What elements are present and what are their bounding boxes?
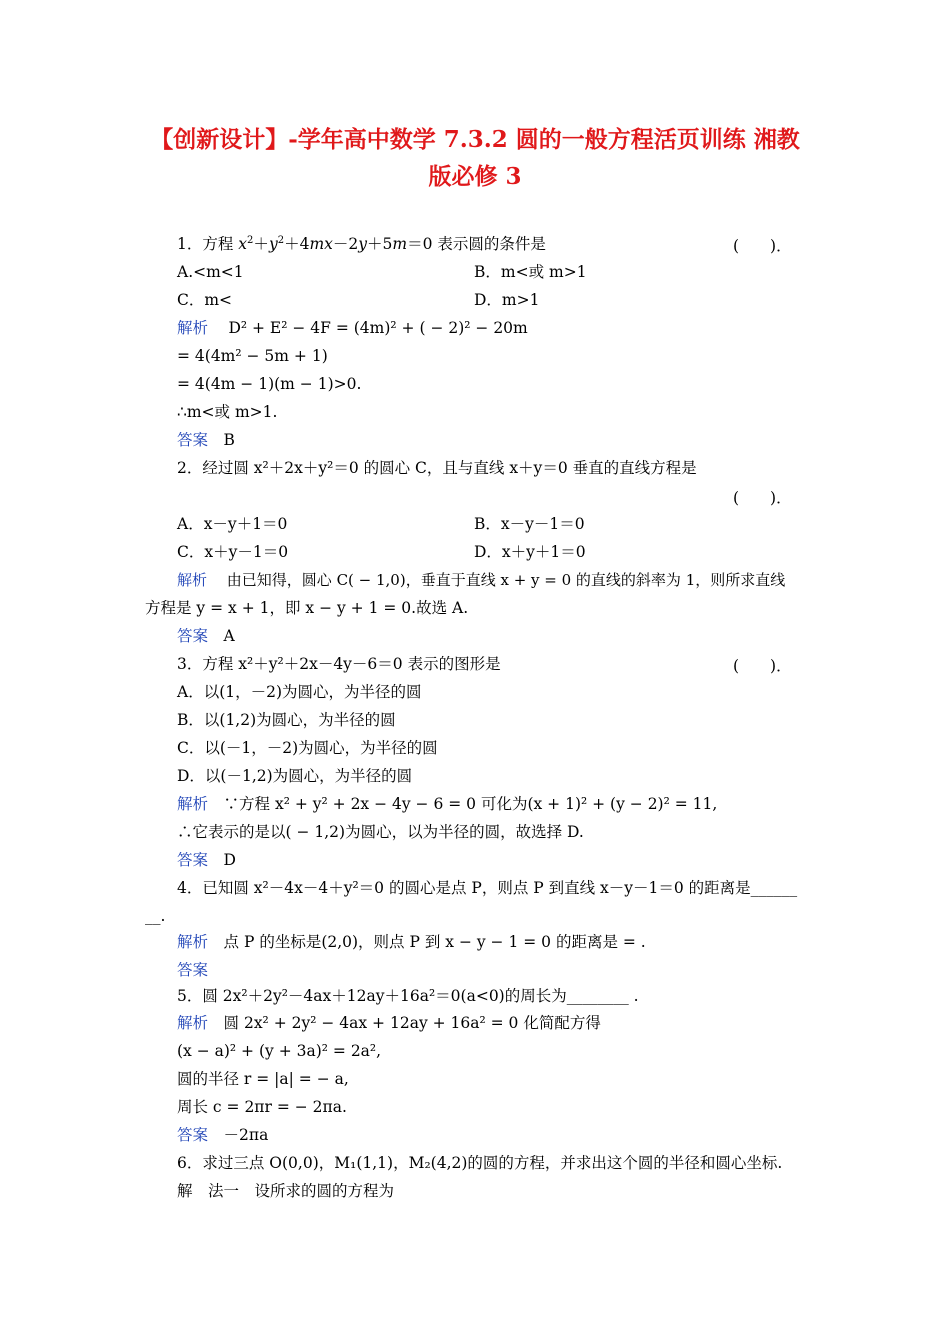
answer-label: 答案 (177, 1126, 209, 1144)
solution-label: 解析 (177, 933, 209, 951)
q1-solution-line-3: = 4(4m − 1)(m − 1)>0. (177, 375, 362, 393)
q4-stem: 4．已知圆 x²－4x－4＋y²＝0 的圆心是点 P，则点 P 到直线 x－y－1＝0 的距离是______ (177, 879, 798, 897)
q2-option-d: D．x＋y＋1＝0 (474, 543, 586, 561)
q3-option-d: D．以(－1,2)为圆心，为半径的圆 (177, 767, 413, 785)
q2-option-a: A．x－y＋1＝0 (177, 515, 288, 533)
q3-option-c: C．以(－1，－2)为圆心，为半径的圆 (177, 739, 438, 757)
q5-answer: 答案 －2πa (177, 1126, 269, 1144)
q2-option-b: B．x－y－1＝0 (474, 515, 585, 533)
q4-stem-continued: __. (145, 907, 166, 925)
q3-option-a: A．以(1，－2)为圆心，为半径的圆 (177, 683, 422, 701)
q1-solution-line-1: 解析 D² + E² − 4F = (4m)² + ( − 2)² − 20m (177, 319, 528, 337)
solution-label: 解析 (177, 319, 209, 337)
solution-label: 解析 (177, 795, 209, 813)
q1-solution-line-2: = 4(4m² − 5m + 1) (177, 347, 328, 365)
q3-solution-line-1: 解析 ∵方程 x² + y² + 2x − 4y − 6 = 0 可化为(x + 1)² + (y − 2)² = 11, (177, 795, 718, 813)
q2-answer: 答案 A (177, 627, 235, 645)
q6-stem: 6．求过三点 O(0,0)，M₁(1,1)，M₂(4,2)的圆的方程，并求出这个圆的半径和圆心坐标. (177, 1154, 783, 1172)
q5-solution-line-2: (x − a)² + (y + 3a)² = 2a², (177, 1042, 382, 1060)
document-title-line-1: 【创新设计】-学年高中数学 7.3.2 圆的一般方程活页训练 湘教 (150, 126, 800, 153)
q1-stem: 1．方程 $x^2+y^2+4mx-2y+5m=0$ 表示圆的条件是 (177, 235, 546, 253)
q3-answer: 答案 D (177, 851, 236, 869)
q2-solution-line-2: 方程是 y = x + 1，即 x − y + 1 = 0.故选 A. (145, 599, 469, 617)
q4-solution-line-1: 解析 点 P 的坐标是(2,0)，则点 P 到 x − y − 1 = 0 的距离是 = . (177, 933, 646, 951)
answer-label: 答案 (177, 961, 209, 979)
solution-label: 解 (177, 1182, 193, 1200)
document-title-line-2: 版必修 3 (428, 163, 522, 190)
q5-stem: 5．圆 2x²＋2y²－4ax＋12ay＋16a²＝0(a<0)的周长为________ . (177, 987, 639, 1005)
answer-label: 答案 (177, 627, 209, 645)
solution-label: 解析 (177, 571, 208, 589)
q5-solution-line-4: 周长 c = 2πr = − 2πa. (177, 1098, 347, 1116)
q3-answer-parentheses: ( )． (733, 657, 792, 675)
solution-label: 解析 (177, 1014, 209, 1032)
q2-answer-parentheses: ( )． (733, 489, 792, 507)
q2-stem: 2．经过圆 x²＋2x＋y²＝0 的圆心 C，且与直线 x＋y＝0 垂直的直线方程是 (177, 459, 697, 477)
q6-solution-line-1: 解 法一 设所求的圆的方程为 (177, 1182, 395, 1200)
answer-label: 答案 (177, 431, 209, 449)
answer-label: 答案 (177, 851, 209, 869)
q3-solution-line-2: ∴它表示的是以( − 1,2)为圆心，以为半径的圆，故选择 D. (177, 823, 584, 841)
q5-solution-line-3: 圆的半径 r = |a| = − a, (177, 1070, 349, 1088)
q3-stem: 3．方程 x²＋y²＋2x－4y－6＝0 表示的图形是 (177, 655, 501, 673)
q2-solution-line-1: 解析 由已知得，圆心 C( − 1,0)，垂直于直线 x + y = 0 的直线的斜率为 1，则所求直线 (177, 571, 786, 589)
q3-option-b: B．以(1,2)为圆心，为半径的圆 (177, 711, 396, 729)
q1-solution-line-4: ∴m<或 m>1. (177, 403, 278, 421)
q1-answer-parentheses: ( )． (733, 237, 792, 255)
q1-option-c: C．m< (177, 291, 233, 309)
q1-answer: 答案 B (177, 431, 235, 449)
q2-option-c: C．x＋y－1＝0 (177, 543, 289, 561)
q1-option-b: B．m<或 m>1 (474, 263, 587, 281)
q5-solution-line-1: 解析 圆 2x² + 2y² − 4ax + 12ay + 16a² = 0 化简配方得 (177, 1014, 601, 1032)
q1-option-d: D．m>1 (474, 291, 540, 309)
q4-answer (177, 960, 224, 980)
q1-option-a: A.<m<1 (177, 263, 244, 281)
